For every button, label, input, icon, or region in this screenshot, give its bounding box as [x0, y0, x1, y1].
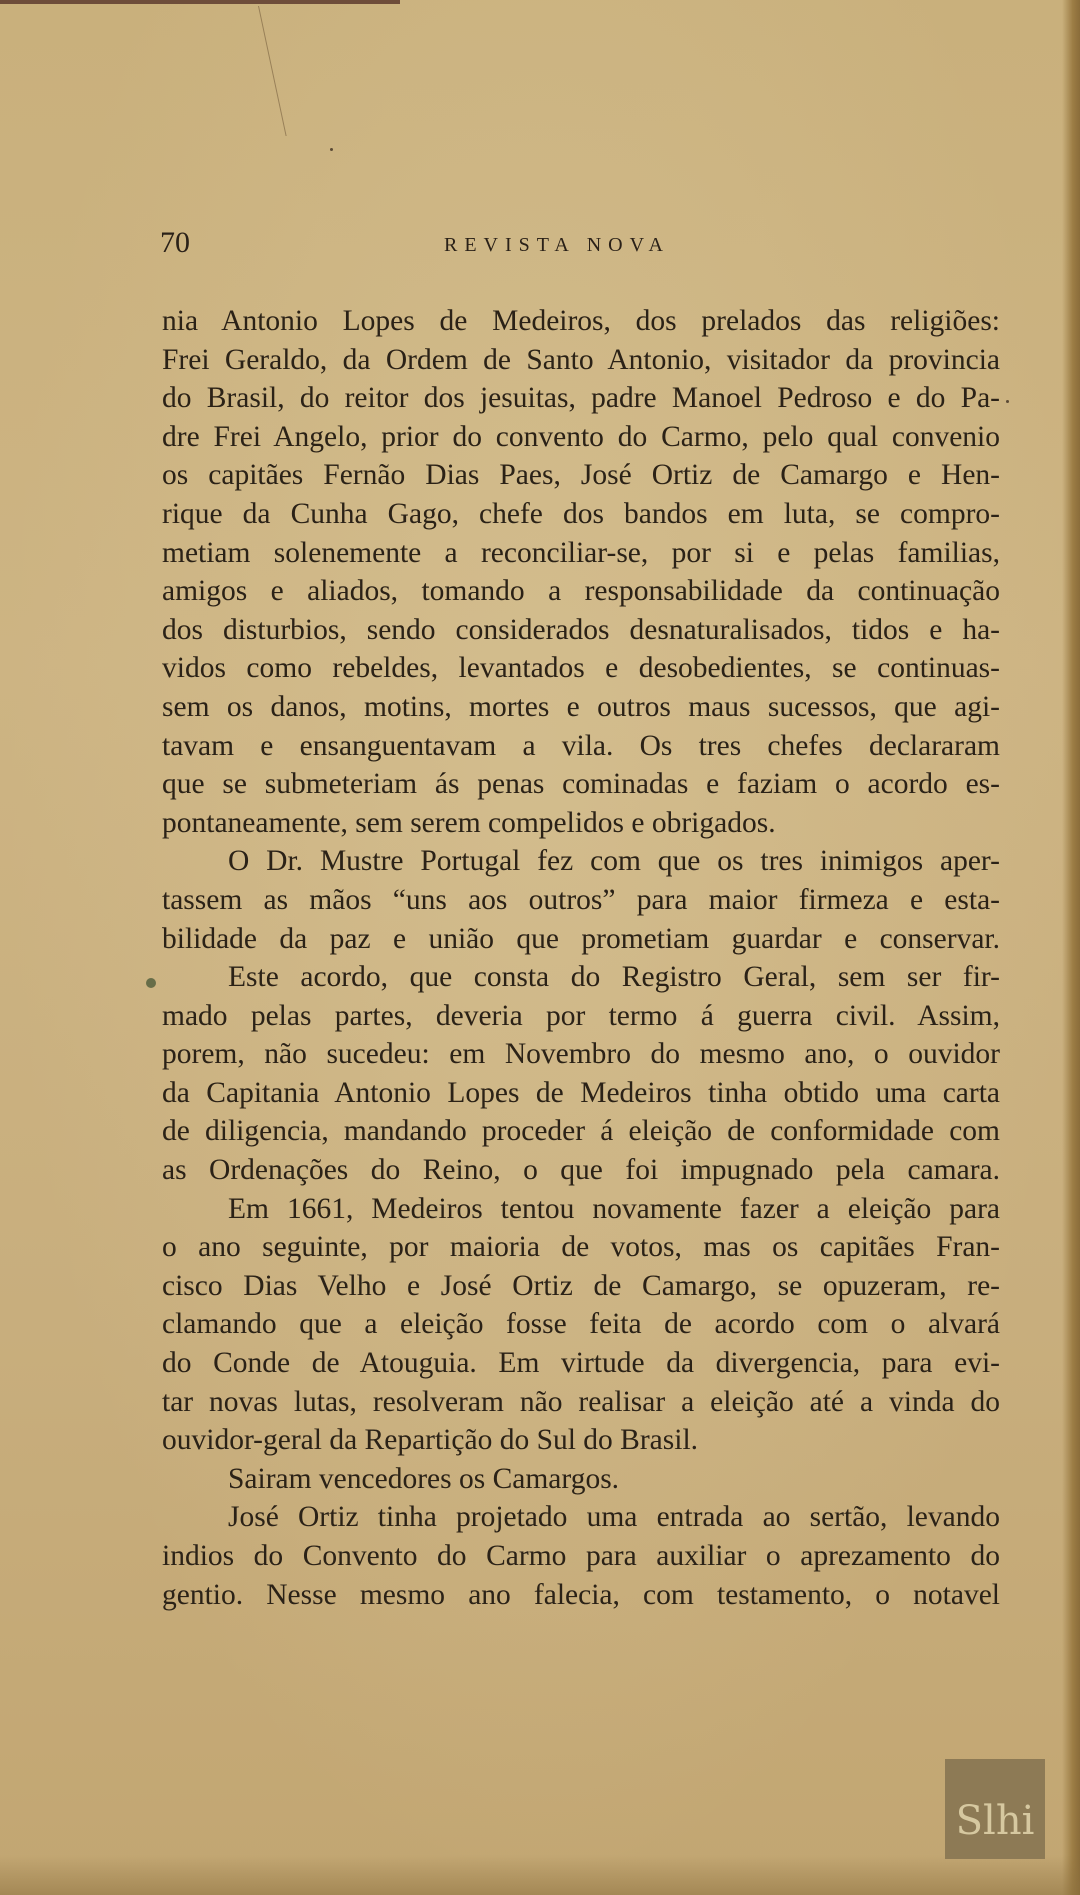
text-line: vidos como rebeldes, levantados e desobedientes, se continuas-: [162, 652, 1000, 685]
text-line: bilidade da paz e união que prometiam guardar e conservar.: [162, 922, 1000, 955]
text-line: mado pelas partes, deveria por termo á guerra civil. Assim,: [162, 999, 1000, 1032]
watermark-logo: [945, 1759, 1045, 1859]
text-line: as Ordenações do Reino, o que foi impugnado pela camara.: [162, 1154, 1000, 1187]
page-right-edge: [1062, 0, 1080, 1895]
text-line: ouvidor-geral da Repartição do Sul do Brasil.: [162, 1424, 699, 1457]
text-line: José Ortiz tinha projetado uma entrada ao sertão, levando: [228, 1501, 1000, 1534]
text-line: do Brasil, do reitor dos jesuitas, padre Manoel Pedroso e do Pa-: [162, 382, 1000, 415]
speck: [1006, 400, 1009, 403]
text-line: da Capitania Antonio Lopes de Medeiros tinha obtido uma carta: [162, 1076, 1000, 1109]
text-line: metiam solenemente a reconciliar-se, por si e pelas familias,: [162, 536, 1000, 569]
page-number: 70: [160, 226, 190, 259]
running-head: REVISTA NOVA: [444, 234, 670, 256]
text-line: de diligencia, mandando proceder á eleição de conformidade com: [162, 1115, 1000, 1148]
paper-crease: [258, 6, 367, 136]
text-line: Este acordo, que consta do Registro Geral, sem ser fir-: [228, 961, 1000, 994]
text-line: cisco Dias Velho e José Ortiz de Camargo, se opuzeram, re-: [162, 1269, 1000, 1302]
text-line: do Conde de Atouguia. Em virtude da divergencia, para evi-: [162, 1347, 1000, 1380]
text-line: porem, não sucedeu: em Novembro do mesmo ano, o ouvidor: [162, 1038, 1000, 1071]
watermark-text: Slhi: [955, 1798, 1035, 1844]
text-line: rique da Cunha Gago, chefe dos bandos em luta, se compro-: [162, 497, 1000, 530]
speck: [330, 148, 333, 151]
text-line: dos disturbios, sendo considerados desnaturalisados, tidos e ha-: [162, 613, 1000, 646]
page-bottom-edge: [0, 1855, 1080, 1895]
body-text: [162, 302, 1000, 1614]
text-line: gentio. Nesse mesmo ano falecia, com testamento, o notavel: [162, 1578, 1000, 1611]
text-line: indios do Convento do Carmo para auxiliar o aprezamento do: [162, 1540, 1000, 1572]
text-line: Em 1661, Medeiros tentou novamente fazer a eleição para: [228, 1192, 1000, 1225]
text-line: tassem as mãos “uns aos outros” para maior firmeza e esta-: [162, 883, 1000, 916]
text-line: amigos e aliados, tomando a responsabilidade da continuação: [162, 575, 1000, 608]
text-line: Frei Geraldo, da Ordem de Santo Antonio, visitador da provincia: [162, 343, 1000, 376]
text-line: nia Antonio Lopes de Medeiros, dos prelados das religiões:: [162, 305, 1000, 337]
text-line: Sairam vencedores os Camargos.: [228, 1462, 620, 1495]
text-line: que se submeteriam ás penas cominadas e faziam o acordo es-: [162, 768, 1000, 801]
text-line: tavam e ensanguentavam a vila. Os tres chefes declararam: [162, 729, 1000, 762]
text-line: tar novas lutas, resolveram não realisar a eleição até a vinda do: [162, 1385, 1000, 1418]
text-line: dre Frei Angelo, prior do convento do Carmo, pelo qual convenio: [162, 420, 1000, 453]
text-line: sem os danos, motins, mortes e outros maus sucessos, que agi-: [162, 690, 1000, 723]
page-top-edge: [0, 0, 400, 4]
text-line: o ano seguinte, por maioria de votos, mas os capitães Fran-: [162, 1231, 1000, 1264]
ink-stain: [146, 978, 156, 988]
text-line: os capitães Fernão Dias Paes, José Ortiz de Camargo e Hen-: [162, 459, 1000, 492]
page-header: [160, 226, 900, 266]
text-line: O Dr. Mustre Portugal fez com que os tres inimigos aper-: [228, 845, 1000, 878]
text-line: clamando que a eleição fosse feita de acordo com o alvará: [162, 1308, 1000, 1341]
text-line: pontaneamente, sem serem compelidos e obrigados.: [162, 806, 776, 839]
